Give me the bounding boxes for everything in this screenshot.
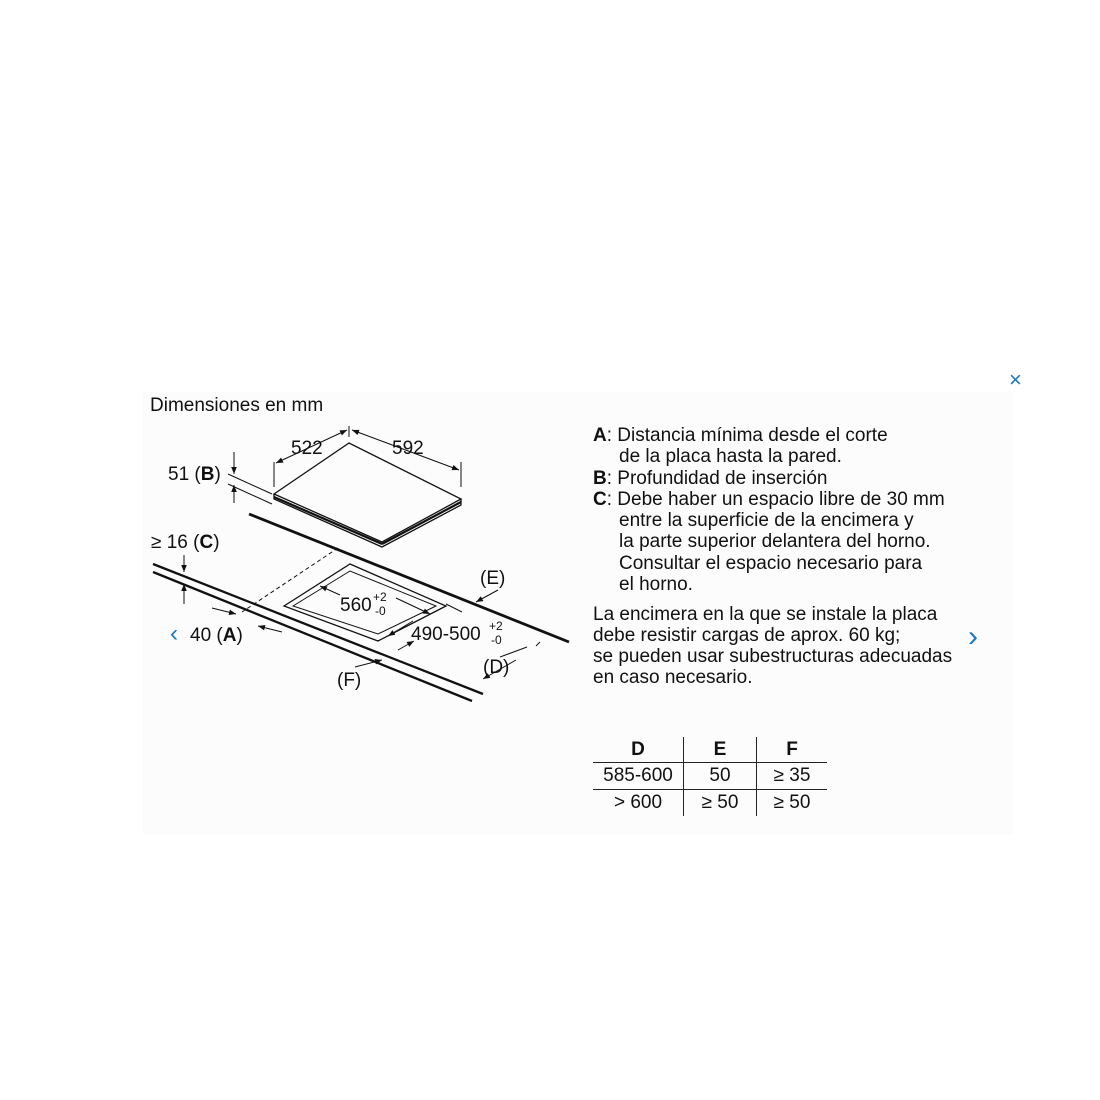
legend-a-line2: de la placa hasta la pared. [619,446,842,468]
legend-c [593,489,945,510]
legend-key-a: A [593,425,607,446]
cutout-width-label: 560 [340,595,372,616]
dim-592-label: 592 [392,438,424,459]
legend-key-b: B [593,467,607,489]
dim-522-label: 522 [291,438,323,459]
note-line1: La encimera en la que se instale la placa [593,604,938,625]
legend-b [593,468,945,489]
table-cell: ≥ 50 [684,790,757,817]
note-line3: se pueden usar subestructuras adecuadas [593,646,953,667]
dim-b-label: 51 (B) [168,464,221,485]
table-cell: > 600 [593,790,684,817]
hob-drawing [228,426,461,547]
dim-c-label: ≥ 16 (C) [151,532,220,553]
dim-f-label: (F) [337,670,362,691]
table-header-f: F [757,737,828,763]
table-row [593,790,827,817]
legend-key-c: C [593,488,607,510]
legend-a [593,425,945,446]
cutout-depth-tol-minus: -0 [491,633,502,647]
legend-c-line3: la parte superior delantera del horno. [619,531,931,553]
prev-arrow-icon[interactable]: ‹ [170,620,178,647]
legend-b-line1: : Profundidad de inserción [606,467,828,489]
dim-e-label: (E) [480,568,506,589]
legend-c-line1: : Debe haber un espacio libre de 30 mm [606,488,945,510]
clearance-table [593,737,827,816]
table-row [593,763,827,790]
legend-c-line2: entre la superficie de la encimera y [619,510,914,532]
next-arrow-icon[interactable]: › [968,620,978,653]
cutout-width-tol-plus: +2 [373,590,387,604]
table-header-e: E [684,737,757,763]
note-line2: debe resistir cargas de aprox. 60 kg; [593,625,901,646]
close-icon[interactable]: × [1009,367,1022,392]
table-cell: ≥ 50 [773,792,811,813]
table-cell: 585-600 [593,763,684,790]
load-note [593,604,993,688]
table-header-d: D [593,737,684,763]
page-title: Dimensiones en mm [150,395,324,416]
table-cell: ≥ 35 [757,763,828,790]
cutout-width-tol-minus: -0 [375,604,386,618]
dim-a-label: 40 (A) [190,625,243,646]
legend-c-line4: Consultar el espacio necesario para [619,552,923,574]
note-line4: en caso necesario. [593,667,753,688]
legend-c-line5: el horno. [619,574,693,596]
cutout-depth-tol-plus: +2 [489,619,503,633]
legend [593,425,945,595]
dim-d-label: (D) [483,657,510,678]
table-header-row [593,737,827,763]
cutout-depth-label: 490-500 [411,624,481,645]
legend-a-line1: : Distancia mínima desde el corte [606,425,888,446]
table-cell: 50 [684,763,757,790]
